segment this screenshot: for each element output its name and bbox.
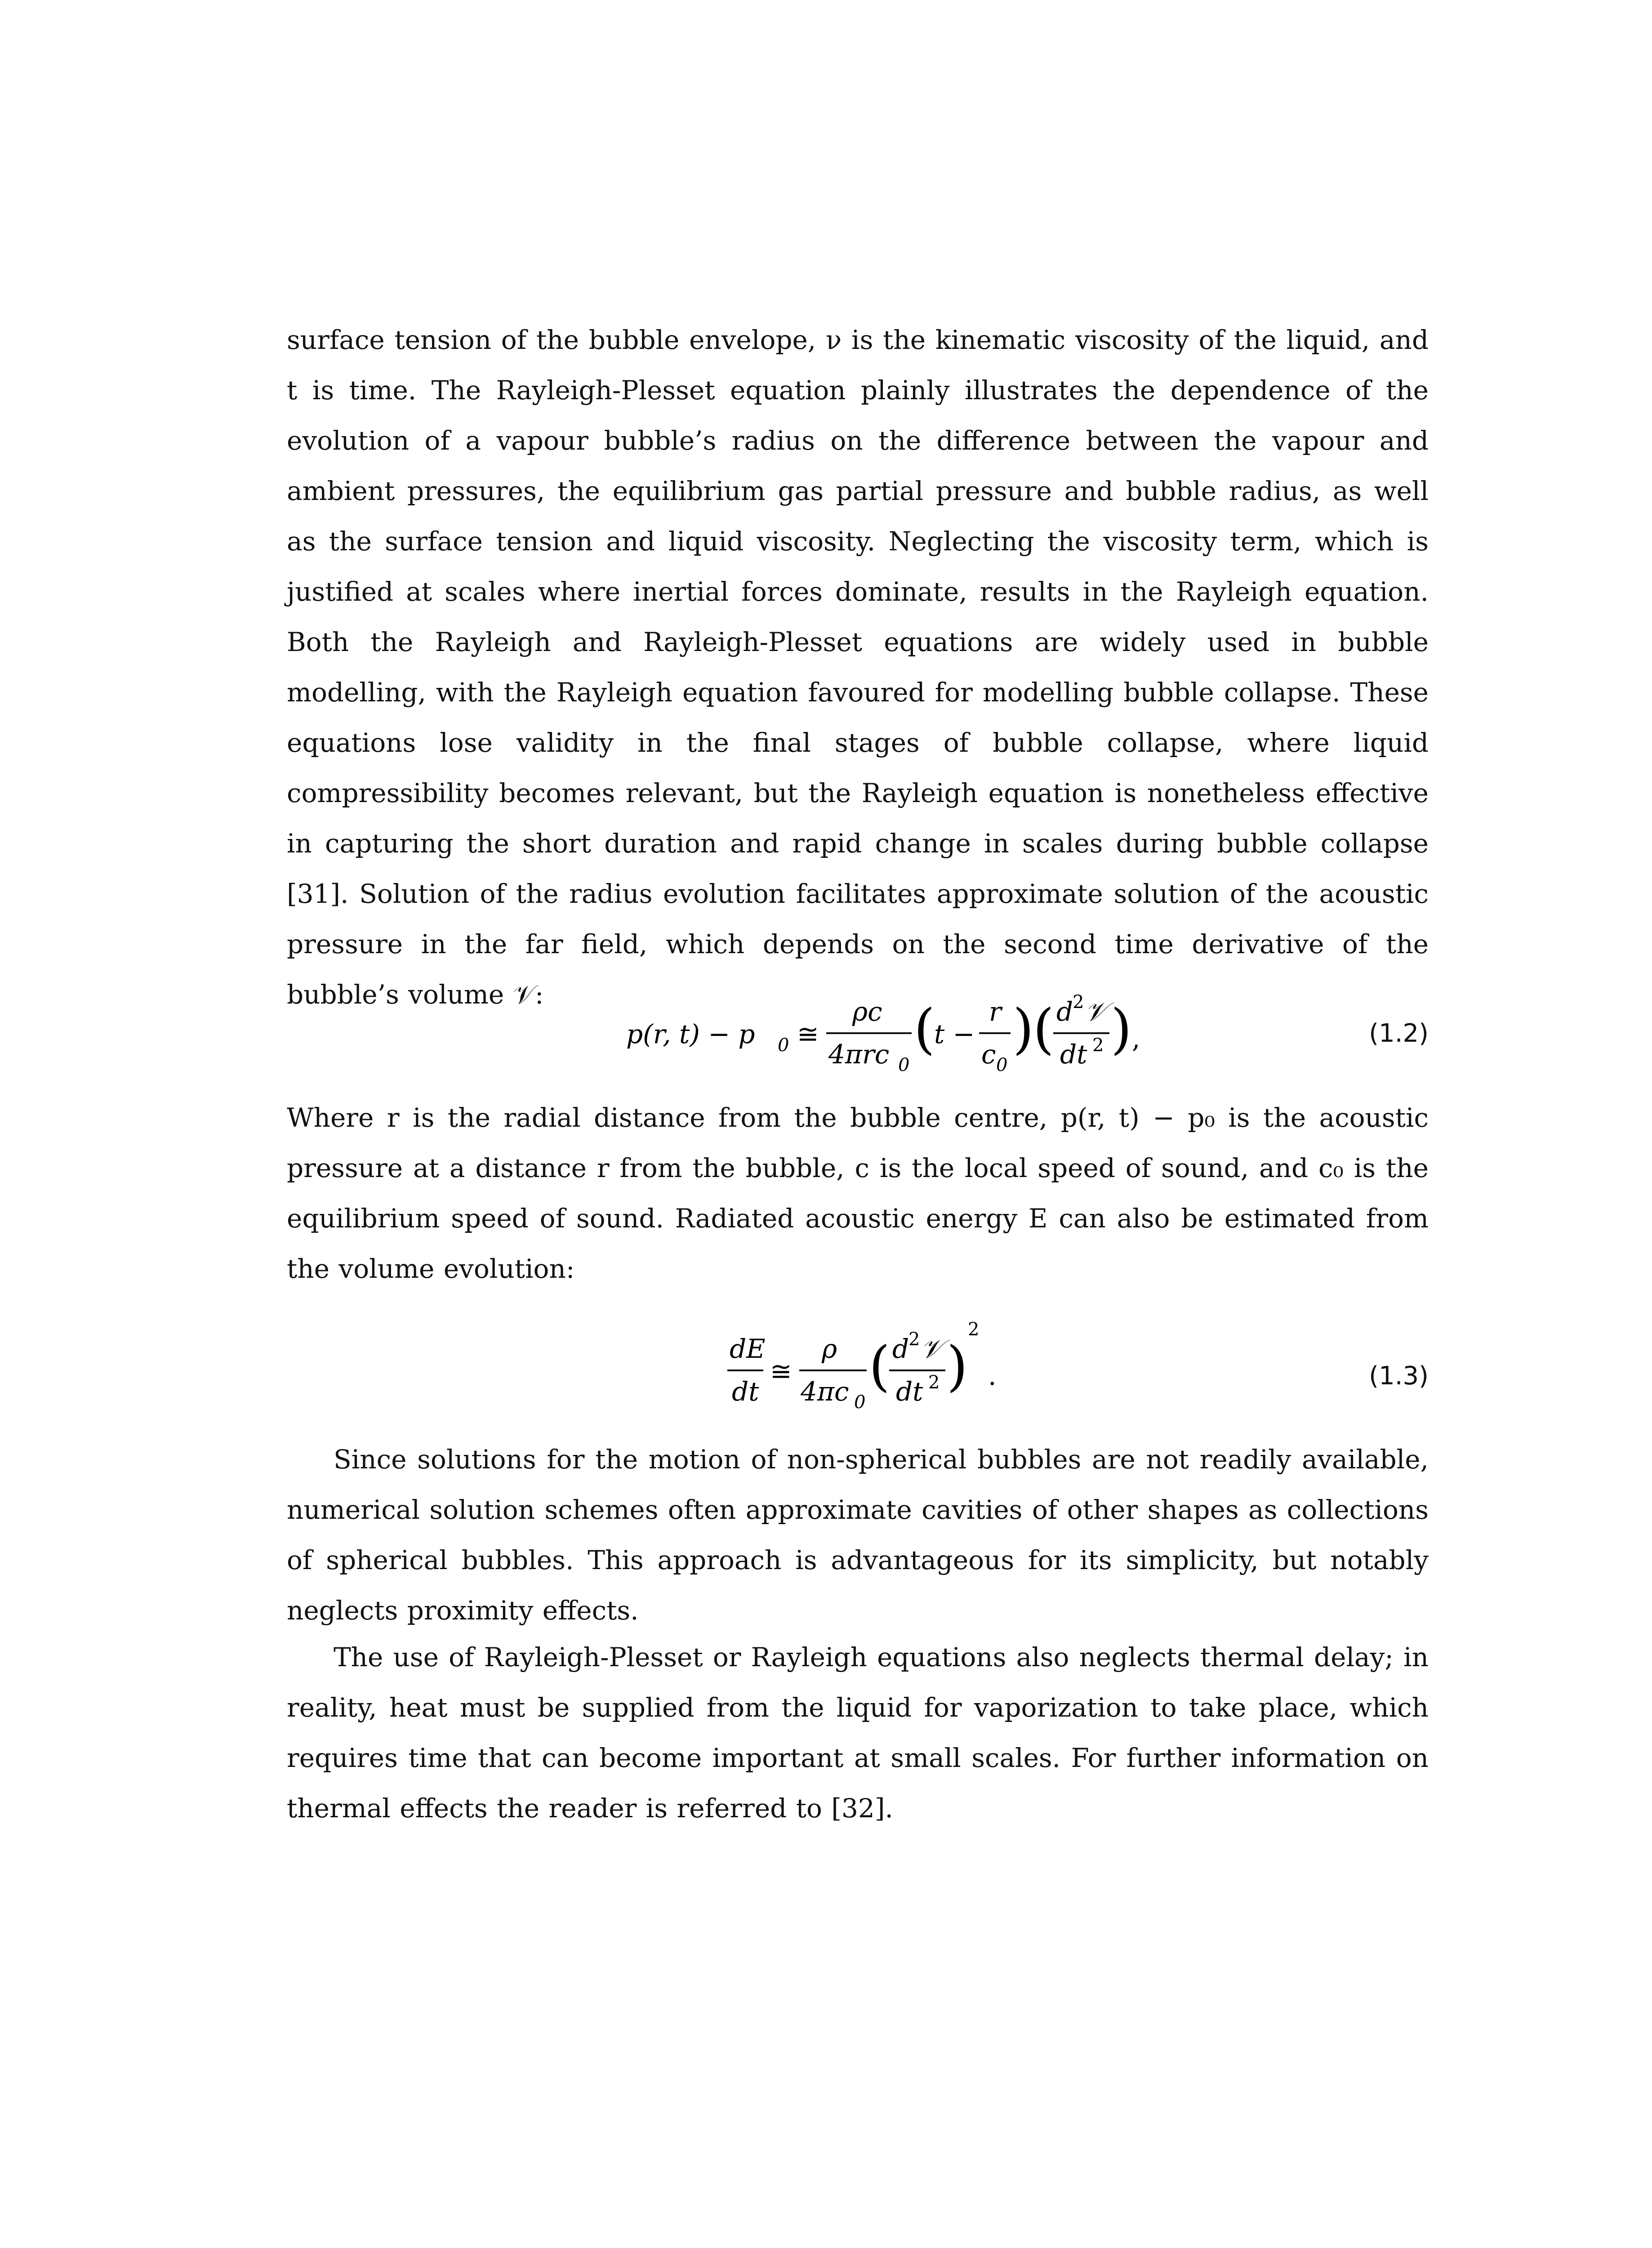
eq1-frac3-num-b: 𝒱 — [1085, 996, 1107, 1027]
paragraph-3-block — [287, 1434, 1429, 1636]
eq2-power: 2 — [968, 1319, 980, 1340]
eq2-approx: ≅ — [770, 1356, 792, 1387]
eq1-lhs: p(r, t) − p — [626, 1019, 755, 1049]
eq1-frac3-num: d — [1056, 996, 1073, 1027]
eq2-paren-open: ( — [869, 1335, 890, 1398]
paragraph-2-block — [287, 1093, 1429, 1294]
eq1-frac2-den: c — [981, 1039, 996, 1070]
equation-1-3 — [287, 1313, 1429, 1421]
eq2-frac1-den: 4πc — [801, 1376, 849, 1407]
eq1-frac2-num: r — [989, 996, 1002, 1027]
eq1-frac2-den-sub: 0 — [996, 1055, 1008, 1075]
eq1-paren1-a: t − — [934, 1019, 975, 1049]
eq2-frac2-num: d — [892, 1334, 909, 1364]
eq1-frac3-den-sup: 2 — [1092, 1035, 1104, 1056]
eq1-paren2-open: ( — [1033, 998, 1054, 1061]
eq2-frac1-den-sub: 0 — [854, 1392, 866, 1413]
eq2-frac2-den-sup: 2 — [928, 1372, 940, 1393]
paragraph-3: Since solutions for the motion of non-spherical bubbles are not readily available, numerical solution schemes often approximate cavities of other shapes as collections of spherical bubbles. This approach is advantageous for its simplicity, but notably neglects proximity effects. — [287, 1444, 1429, 1626]
eq1-frac1-num: ρc — [852, 996, 882, 1027]
eq1-approx: ≅ — [797, 1019, 819, 1049]
equation-1-2-number: (1.2) — [1369, 1019, 1429, 1048]
paragraph-1-block — [287, 315, 1429, 1020]
equation-1-3-number: (1.3) — [1369, 1361, 1429, 1391]
eq2-trail: . — [988, 1360, 997, 1391]
eq1-paren1-open: ( — [914, 998, 935, 1061]
eq2-paren-close: ) — [947, 1335, 968, 1398]
eq1-frac3-num-sup: 2 — [1073, 992, 1084, 1012]
paragraph-1: surface tension of the bubble envelope, ν is the kinematic viscosity of the liquid, and t is time. The Rayleigh-Plesset equation plainly illustrates the dependence of the evolution of a vapour bubble’s radius on the difference between the vapour and ambient pressures, the equilibrium gas partial pressure and bubble radius, as well as the surface tension and liquid viscosity. Neglecting the viscosity term, which is justified at scales where inertial forces dominate, results in the Rayleigh equation. Both the Rayleigh and Rayleigh-Plesset equations are widely used in bubble modelling, with the Rayleigh equation favoured for modelling bubble collapse. These equations lose validity in the final stages of bubble collapse, where liquid compressibility becomes relevant, but the Rayleigh equation is nonetheless effective in capturing the short duration and rapid change in scales during bubble collapse [31]. Solution of the radius evolution facilitates approximate solution of the acoustic pressure in the far field, which depends on the second time derivative of the bubble’s volume 𝒱: — [287, 325, 1429, 1010]
eq2-frac1-num: ρ — [822, 1334, 837, 1364]
paragraph-4-block — [287, 1632, 1429, 1833]
eq2-frac2-den: dt — [896, 1376, 923, 1407]
eq1-lhs-sub: 0 — [778, 1035, 789, 1056]
eq1-trail: , — [1132, 1023, 1140, 1054]
equation-1-3-graphic — [287, 1313, 1429, 1421]
eq2-frac2-num-b: 𝒱 — [921, 1334, 943, 1364]
eq2-frac2-num-sup: 2 — [908, 1329, 920, 1350]
eq1-frac1-den: 4πrc — [828, 1039, 890, 1070]
paragraph-4: The use of Rayleigh-Plesset or Rayleigh equations also neglects thermal delay; in reality, heat must be supplied from the liquid for vaporization to take place, which requires time that can become important at small scales. For further information on thermal effects the reader is referred to [32]. — [287, 1642, 1429, 1824]
equation-1-2 — [287, 976, 1429, 1084]
eq1-frac1-den-sub: 0 — [898, 1055, 910, 1075]
eq1-frac3-den: dt — [1060, 1039, 1087, 1070]
equation-1-2-graphic — [287, 976, 1429, 1084]
eq1-paren1-close: ) — [1013, 998, 1034, 1061]
eq2-lhs-num: dE — [730, 1334, 766, 1364]
eq1-paren2-close: ) — [1111, 998, 1132, 1061]
paragraph-2: Where r is the radial distance from the bubble centre, p(r, t) − p₀ is the acoustic pressure at a distance r from the bubble, c is the local speed of sound, and c₀ is the equilibrium speed of sound. Radiated acoustic energy E can also be estimated from the volume evolution: — [287, 1102, 1429, 1284]
eq2-lhs-den: dt — [732, 1376, 759, 1407]
